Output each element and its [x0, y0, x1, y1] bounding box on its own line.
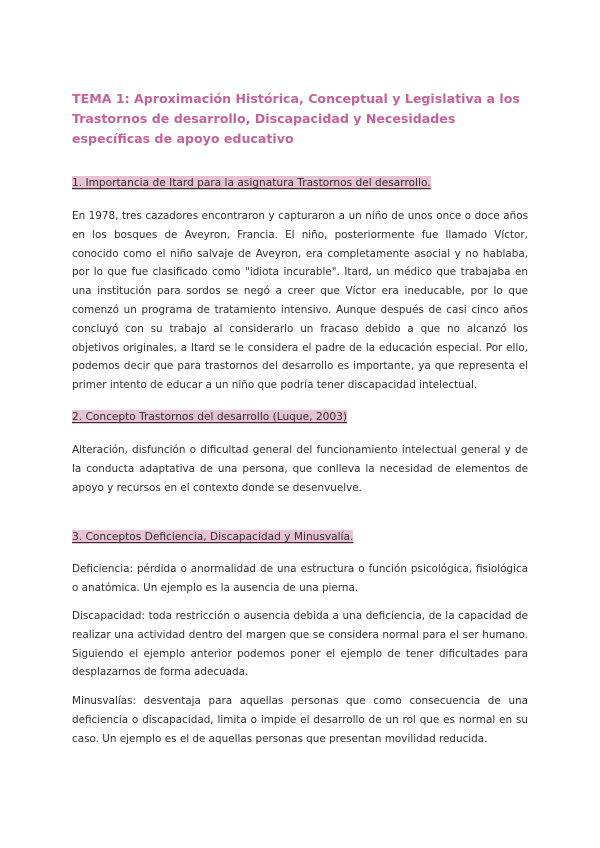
section-2-paragraph: Alteración, disfunción o dificultad general del funcionamiento intelectual general y de la conducta adaptativa de una persona, que conlleva la necesidad de elementos de apoyo y recursos en el contexto donde se desenvuelve. — [72, 444, 528, 494]
section-heading-3 — [72, 529, 353, 545]
definition-discapacidad: Discapacidad: toda restricción o ausencia debida a una deficiencia, de la capacidad de realizar una actividad dentro del margen que se considera normal para el ser humano. Siguiendo el ejemplo anterior podemos poner el ejemplo de tener dificultades para desplazarnos de forma adecuada. — [72, 610, 528, 679]
section-heading-1-text: 1. Importancia de Itard para la asignatura Trastornos del desarrollo. — [72, 177, 431, 189]
section-heading-3-text: 3. Conceptos Deficiencia, Discapacidad y Minusvalía. — [72, 531, 354, 543]
document-title: TEMA 1: Aproximación Histórica, Conceptual y Legislativa a los Trastornos de desarrollo, Discapacidad y Necesidades específicas de apoyo educativo — [72, 91, 520, 146]
section-heading-2-text: 2. Concepto Trastornos del desarrollo (Luque, 2003) — [72, 411, 347, 423]
section-heading-2 — [72, 409, 347, 425]
section-1-paragraph: En 1978, tres cazadores encontraron y capturaron a un niño de unos once o doce años en los bosques de Aveyron, Francia. El niño, posteriormente fue llamado Víctor, conocido como el niño salvaje de Aveyron, era completamente asocial y no hablaba, por lo que fue clasificado como "idiota incurable". Itard, un médico que trabajaba en una institución para sordos se negó a creer que Víctor era ineducable, por lo que comenzó un programa de tratamiento intensivo. Aunque después de casi cinco años concluyó con su trabajo al considerarlo un fracaso debido a que no alcanzó los objetivos originales, a Itard se le considera el padre de la educación especial. Por ello, podemos decir que para trastornos del desarrollo es importante, ya que representa el primer intento de educar a un niño que podría tener discapacidad intelectual. — [72, 210, 528, 392]
section-heading-1 — [72, 175, 431, 191]
definition-minusvalias: Minusvalías: desventaja para aquellas personas que como consecuencia de una deficiencia o discapacidad, limita o impide el desarrollo de un rol que es normal en su caso. Un ejemplo es el de aquellas personas que presentan movilidad reducida. — [72, 695, 528, 745]
definition-deficiencia: Deficiencia: pérdida o anormalidad de una estructura o función psicológica, fisiológica o anatómica. Un ejemplo es la ausencia de una pierna. — [72, 563, 528, 594]
